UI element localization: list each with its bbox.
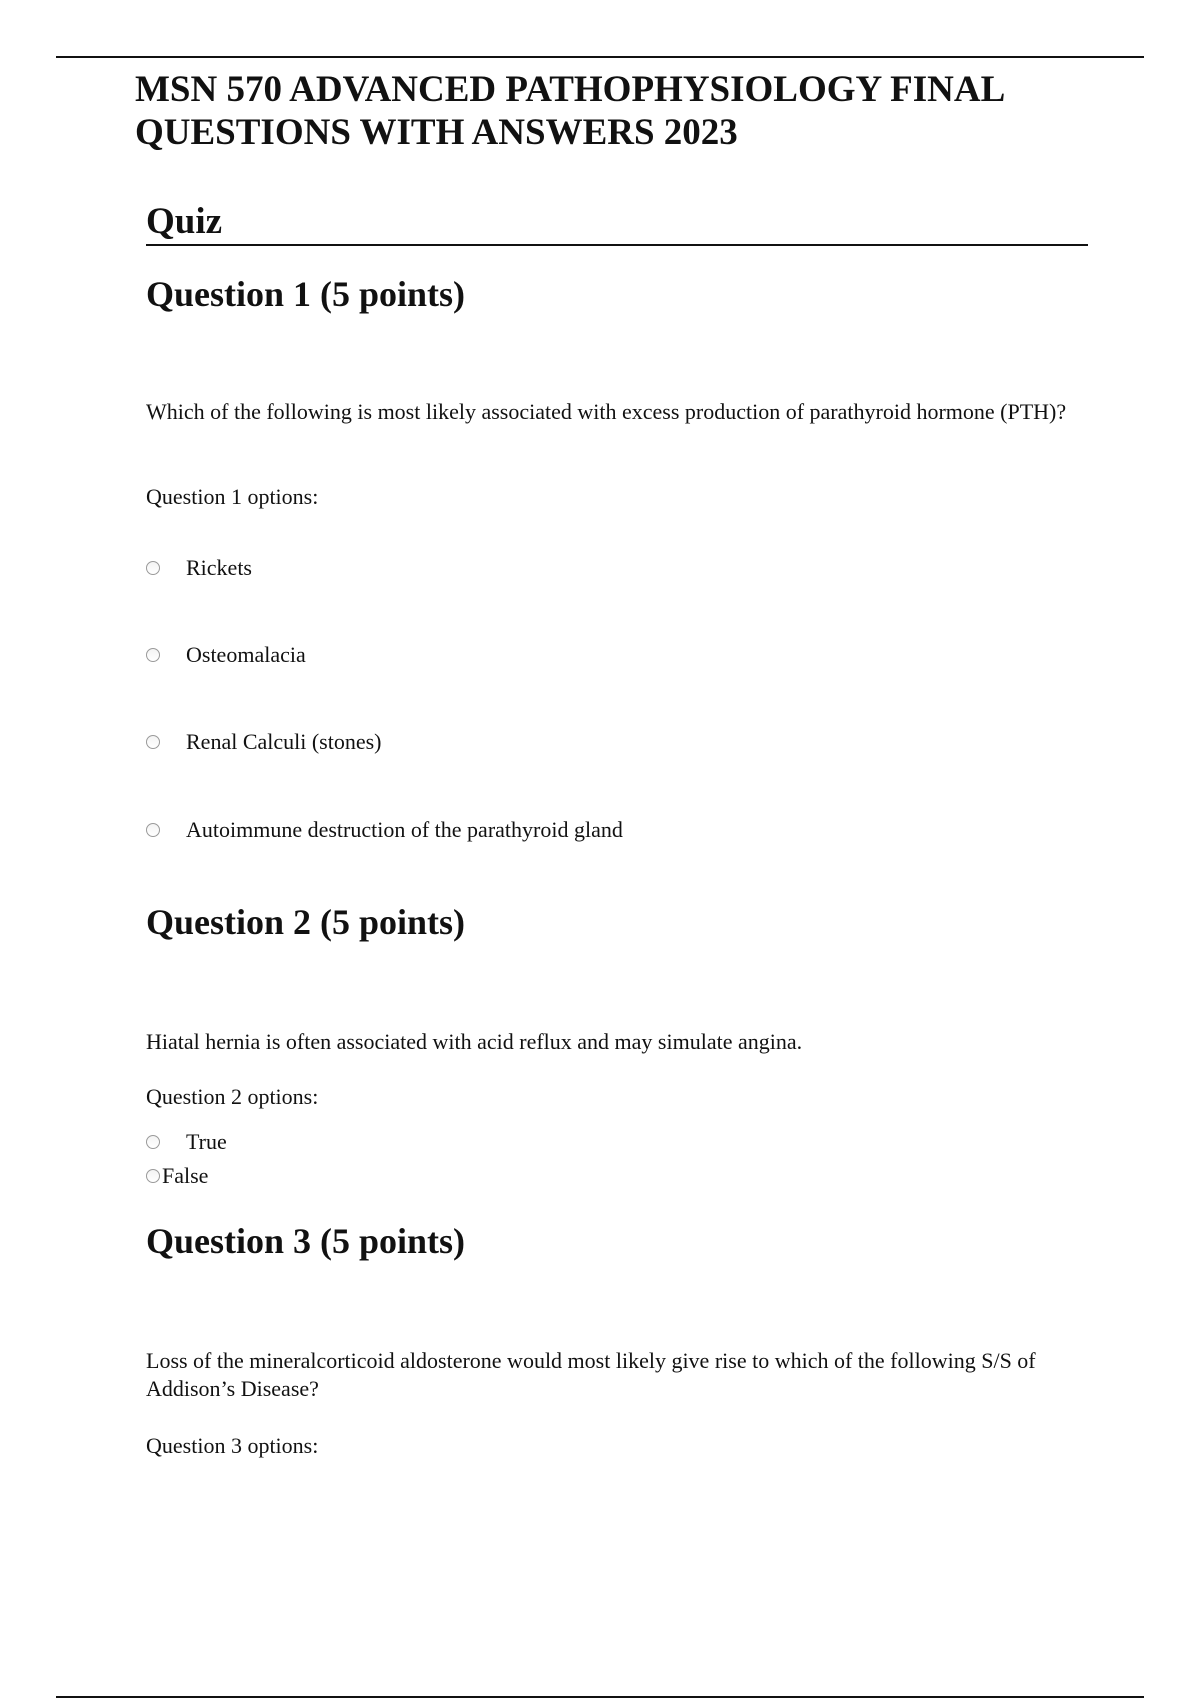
- quiz-heading: Quiz: [146, 200, 1088, 246]
- question-1-option-1[interactable]: [146, 554, 252, 582]
- option-label: Autoimmune destruction of the parathyroid gland: [186, 817, 623, 842]
- question-2-options-label: Question 2 options:: [146, 1084, 319, 1109]
- question-2-text: Hiatal hernia is often associated with acid reflux and may simulate angina.: [146, 1029, 803, 1054]
- question-1-text: Which of the following is most likely associated with excess production of parathyroid hormone (PTH)?: [146, 399, 1067, 424]
- option-label: False: [162, 1163, 209, 1188]
- radio-button-icon[interactable]: [146, 561, 160, 575]
- option-label: Osteomalacia: [186, 642, 306, 667]
- question-2-heading: Question 2 (5 points): [146, 902, 466, 942]
- radio-button-icon[interactable]: [146, 823, 160, 837]
- radio-button-icon[interactable]: [146, 735, 160, 749]
- radio-button-icon[interactable]: [146, 648, 160, 662]
- question-1-options-label: Question 1 options:: [146, 484, 319, 509]
- radio-button-icon[interactable]: [146, 1135, 160, 1149]
- document-title-line-1: MSN 570 ADVANCED PATHOPHYSIOLOGY FINAL: [135, 69, 1006, 110]
- document-title-line-2: QUESTIONS WITH ANSWERS 2023: [135, 112, 738, 153]
- bottom-rule: [56, 1696, 1144, 1698]
- option-label: Rickets: [186, 555, 252, 580]
- question-2-option-false[interactable]: [146, 1162, 208, 1190]
- option-label: True: [186, 1129, 227, 1154]
- document-title: [135, 68, 1095, 154]
- question-1-option-4[interactable]: [146, 816, 623, 844]
- radio-button-icon[interactable]: [146, 1169, 160, 1183]
- question-3-text: Loss of the mineralcorticoid aldosterone would most likely give rise to which of the following S/S of Addison’s Disease?: [146, 1348, 1036, 1401]
- option-label: Renal Calculi (stones): [186, 729, 382, 754]
- question-3-options-label: Question 3 options:: [146, 1433, 319, 1458]
- top-rule: [56, 56, 1144, 58]
- question-1-option-3[interactable]: [146, 728, 382, 756]
- question-3-heading: Question 3 (5 points): [146, 1221, 466, 1261]
- question-1-heading: Question 1 (5 points): [146, 274, 466, 314]
- question-1-option-2[interactable]: [146, 641, 306, 669]
- question-2-option-true[interactable]: [146, 1128, 227, 1156]
